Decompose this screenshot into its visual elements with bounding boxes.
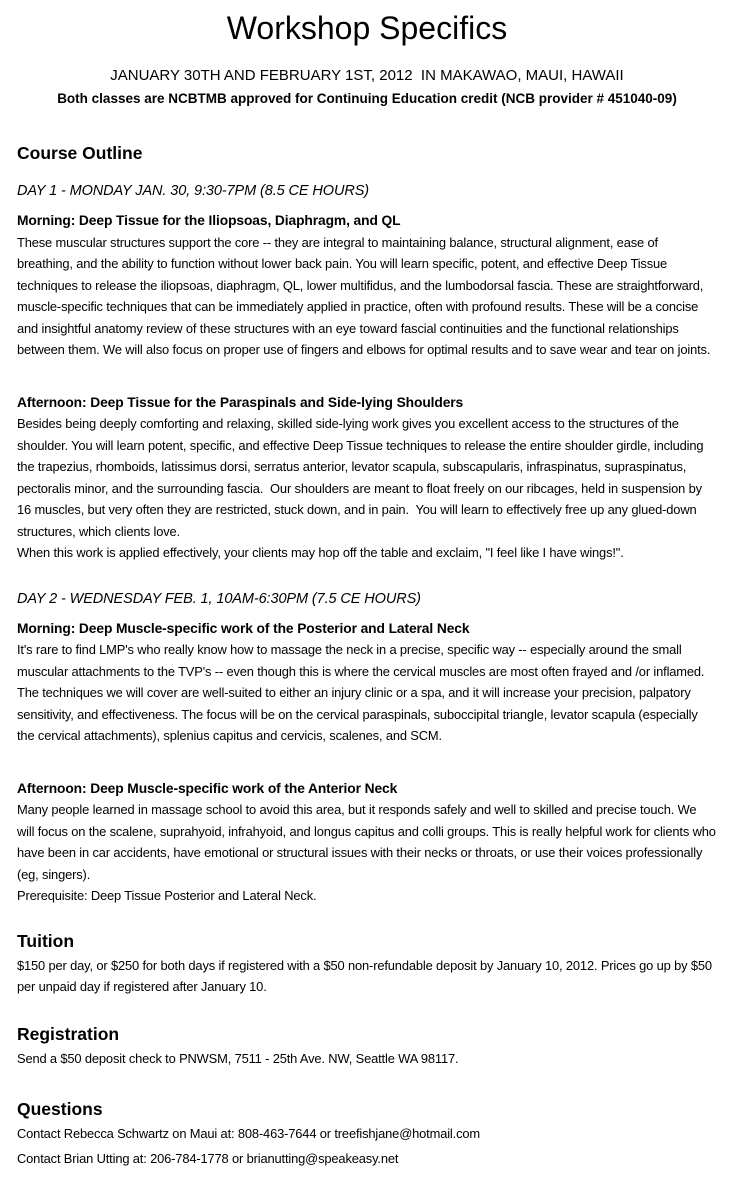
day1-afternoon-heading: Afternoon: Deep Tissue for the Paraspinals and Side-lying Shoulders <box>17 394 464 410</box>
day2-afternoon-body: Many people learned in massage school to avoid this area, but it responds safely and well to skilled and precise touch. We will focus on the scalene, suprahyoid, infrahyoid, and longus capitus and colli groups. This is really helpful work for clients who have been in car accidents, have emotional or structural issues with their necks or throats, or use their voices professionally (eg, singers). <box>17 802 720 882</box>
questions-heading: Questions <box>17 1099 103 1119</box>
ncb-approval-line: Both classes are NCBTMB approved for Continuing Education credit (NCB provider # 451040-09) <box>57 91 677 106</box>
registration-body: Send a $50 deposit check to PNWSM, 7511 - 25th Ave. NW, Seattle WA 98117. <box>17 1050 459 1066</box>
day1-afternoon-note: When this work is applied effectively, your clients may hop off the table and exclaim, "I feel like I have wings!". <box>17 545 624 560</box>
day1-afternoon-body: Besides being deeply comforting and relaxing, skilled side-lying work gives you excellent access to the structures of the shoulder. You will learn potent, specific, and effective Deep Tissue techniques to release the entire shoulder girdle, including the trapezius, rhomboids, latissimus dorsi, serratus anterior, levator scapula, subscapularis, infraspinatus, supraspinatus, pectoralis minor, and the surrounding fascia. Our shoulders are meant to float freely on our ribcages, held in suspension by 16 muscles, but very often they are restricted, stuck down, and in pain. You will learn to effectively free up any glued-down structures, which clients love. <box>17 416 707 539</box>
event-date-location: JANUARY 30TH AND FEBRUARY 1ST, 2012 IN MAKAWAO, MAUI, HAWAII <box>110 67 624 84</box>
registration-heading: Registration <box>17 1023 120 1044</box>
day1-section <box>17 183 717 564</box>
tuition-body: $150 per day, or $250 for both days if registered with a $50 non-refundable deposit by January 10, 2012. Prices go up by $50 per unpaid day if registered after January 10. <box>17 957 716 994</box>
course-outline-heading: Course Outline <box>17 143 143 163</box>
tuition-heading: Tuition <box>17 930 75 951</box>
day2-section <box>17 590 720 907</box>
day1-title: DAY 1 - MONDAY JAN. 30, 9:30-7PM (8.5 CE HOURS) <box>17 183 369 199</box>
page-title: Workshop Specifics <box>226 10 508 46</box>
day2-afternoon-heading: Afternoon: Deep Muscle-specific work of the Anterior Neck <box>17 780 398 796</box>
contact-rebecca-schwartz: Contact Rebecca Schwartz on Maui at: 808-463-7644 or treefishjane@hotmail.com <box>17 1126 480 1141</box>
day1-morning-body: These muscular structures support the core -- they are integral to maintaining balance, structural alignment, ease of breathing, and the ability to function without lower back pain. You will learn specific, potent, and effective Deep Tissue techniques to release the iliopsoas, diaphragm, QL, lower multifidus, and the lumbodorsal fascia. These are straightforward, muscle-specific techniques that can be immediately applied in practice, often with profound results. These will be a concise and insightful anatomy review of these structures with an eye toward fascial continuities and the functional relationships between them. We will also focus on proper use of fingers and elbows for optimal results and to save wear and tear on joints. <box>17 234 711 357</box>
day2-morning-body: It's rare to find LMP's who really know how to massage the neck in a precise, specific way -- especially around the small muscular attachments to the TVP's -- even though this is where the cervical muscles are most often frayed and /or inflamed. The techniques we will cover are well-suited to either an injury clinic or a spa, and it will increase your precision, palpatory sensitivity, and effectiveness. The focus will be on the cervical paraspinals, suboccipital triangle, levator scapula (especially the cervical attachments), splenius capitus and cervicis, scalenes, and SCM. <box>17 642 708 743</box>
day2-morning-heading: Morning: Deep Muscle-specific work of the Posterior and Lateral Neck <box>17 620 470 636</box>
day1-morning-heading: Morning: Deep Tissue for the Iliopsoas, Diaphragm, and QL <box>17 213 401 228</box>
contact-brian-utting: Contact Brian Utting at: 206-784-1778 or brianutting@speakeasy.net <box>17 1151 399 1166</box>
day2-title: DAY 2 - WEDNESDAY FEB. 1, 10AM-6:30PM (7.5 CE HOURS) <box>17 590 421 607</box>
day2-prerequisite-note: Prerequisite: Deep Tissue Posterior and Lateral Neck. <box>17 888 317 903</box>
